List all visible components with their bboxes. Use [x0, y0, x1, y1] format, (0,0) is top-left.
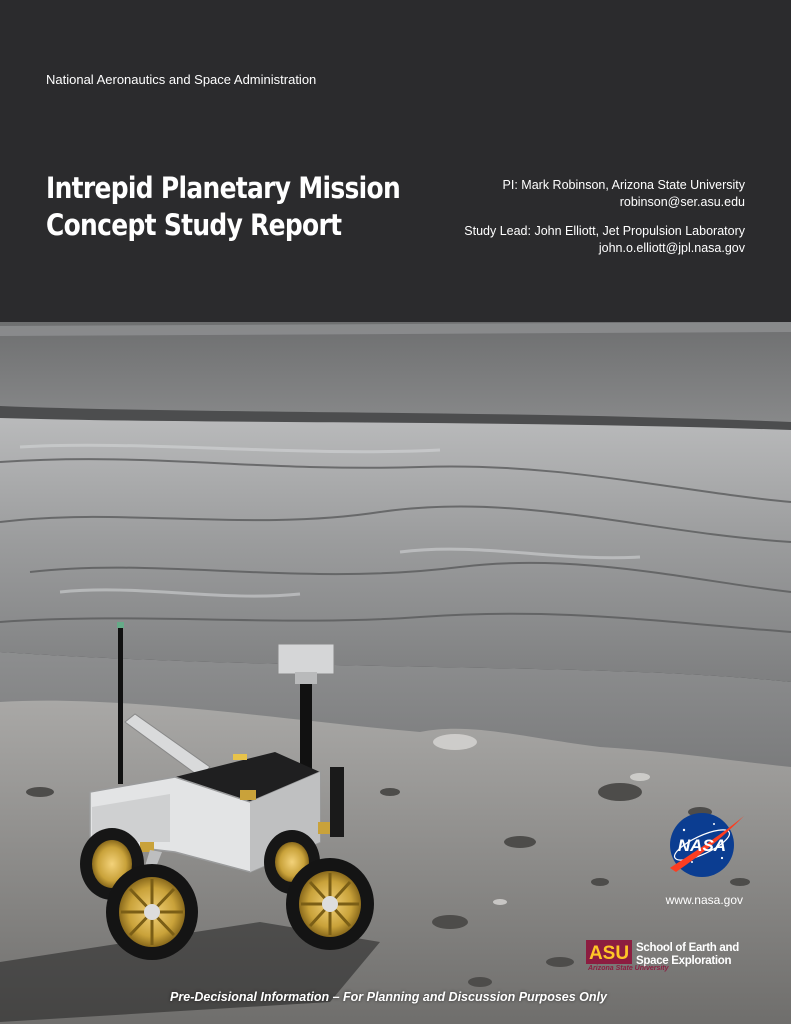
asu-school-name-line-2: Space Exploration: [636, 955, 732, 967]
asu-mark-icon: [586, 940, 632, 964]
asu-university-name: Arizona State University: [588, 965, 669, 972]
footer-notice: [0, 990, 791, 1004]
contacts-block: [464, 177, 745, 257]
asu-logo: [586, 940, 756, 974]
asu-mark-text: ASU: [588, 943, 630, 964]
cover-header: [0, 0, 791, 330]
agency-name: National Aeronautics and Space Administration: [46, 72, 317, 87]
asu-school-name-line-1: School of Earth and: [636, 942, 739, 954]
report-title-line-1: Intrepid Planetary Mission: [46, 171, 401, 205]
nasa-logo: [664, 812, 746, 883]
lunar-crater-photo: [0, 322, 791, 1024]
report-title: [46, 170, 401, 244]
pi-email: robinson@ser.asu.edu: [619, 195, 745, 209]
footer-notice-text: Pre-Decisional Information – For Planning and Discussion Purposes Only: [170, 990, 607, 1004]
nasa-meatball-icon: [664, 812, 746, 878]
study-lead-name: Study Lead: John Elliott, Jet Propulsion Laboratory: [464, 224, 745, 238]
pi-name: PI: Mark Robinson, Arizona State University: [502, 178, 745, 192]
report-title-line-2: Concept Study Report: [46, 208, 342, 242]
lunar-scene-illustration: [0, 322, 791, 1024]
nasa-logo-text: NASA: [677, 836, 727, 855]
study-lead-email: john.o.elliott@jpl.nasa.gov: [598, 241, 745, 255]
nasa-website: www.nasa.gov: [665, 893, 743, 907]
